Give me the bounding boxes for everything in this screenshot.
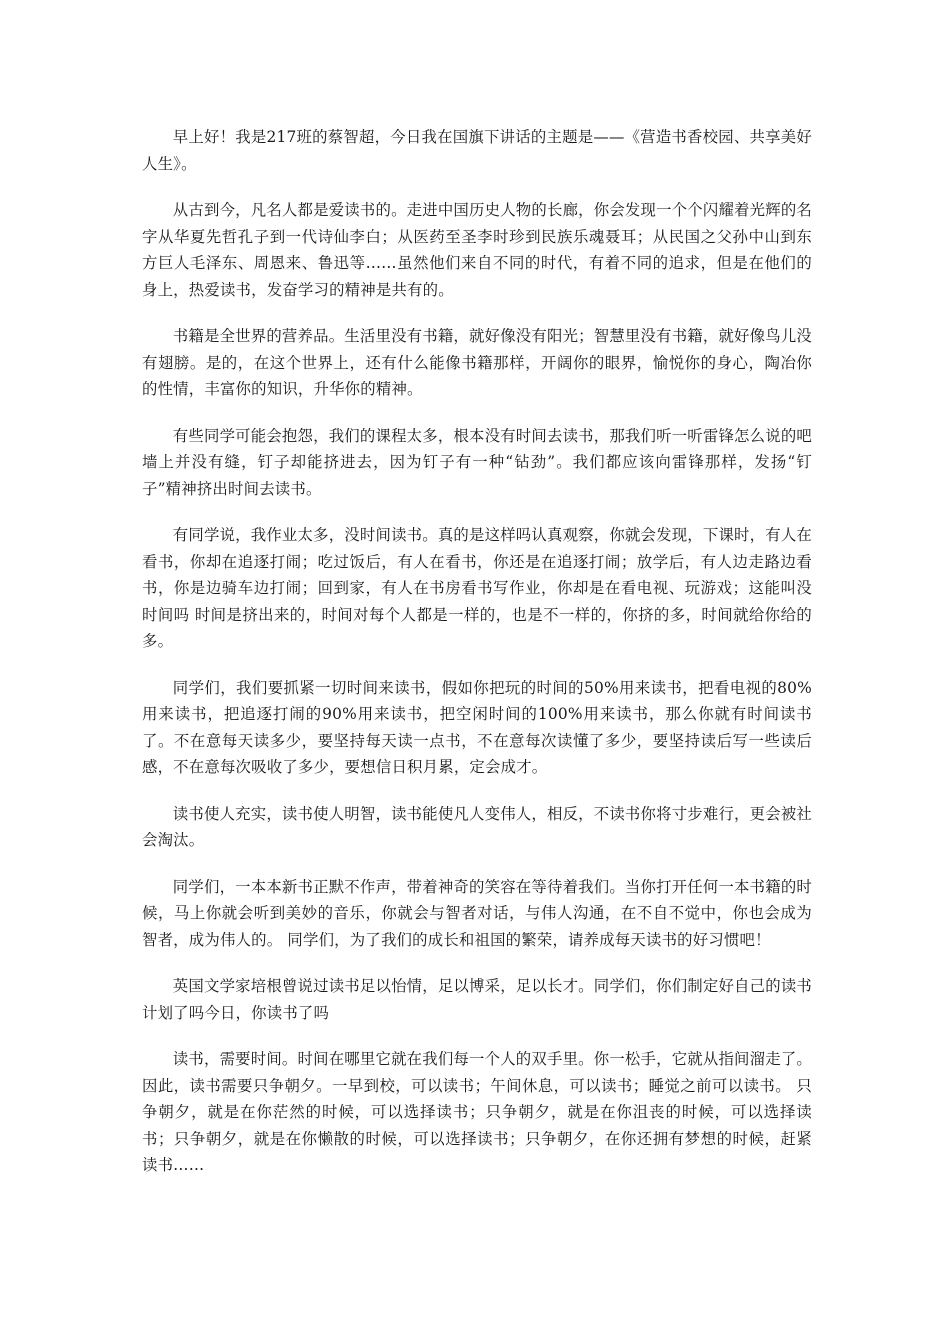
paragraph-books-nutrition: 书籍是全世界的营养品。生活里没有书籍，就好像没有阳光；智慧里没有书籍，就好像鸟儿没有翅膀。是的，在这个世界上，还有什么能像书籍那样，开阔你的眼界，愉悦你的身心，陶冶你的性情，丰富你的知识，升华你的精神。 xyxy=(142,327,813,398)
paragraph-greeting: 早上好！我是217班的蔡智超，今日我在国旗下讲话的主题是——《营造书香校园、共享美好人生》。 xyxy=(142,128,812,173)
paragraph-reading-benefits: 读书使人充实，读书使人明智，读书能使凡人变伟人，相反，不读书你将寸步难行，更会被社会淘汰。 xyxy=(142,804,813,849)
paragraph-use-time: 同学们，我们要抓紧一切时间来读书，假如你把玩的时间的50%用来读书，把看电视的80%用来读书，把追逐打闹的90%用来读书，把空闲时间的100%用来读书，那么你就有时间读书了。不在意每天读多少，要坚持每天读一点书，不在意每次读懂了多少，要坚持读后写一些读后感，不在意每次吸收了多少，要想信日积月累，定会成才。 xyxy=(142,678,812,776)
paragraph-famous-readers: 从古到今，凡名人都是爱读书的。走进中国历史人物的长廊，你会发现一个个闪耀着光辉的名字从华夏先哲孔子到一代诗仙李白；从医药至圣李时珍到民族乐魂聂耳；从民国之父孙中山到东方巨人毛泽东、周恩来、鲁迅等……虽然他们来自不同的时代，有着不同的追求，但是在他们的身上，热爱读书，发奋学习的精神是共有的。 xyxy=(142,201,813,299)
paragraph-new-books: 同学们，一本本新书正默不作声，带着神奇的笑容在等待着我们。当你打开任何一本书籍的时候，马上你就会听到美妙的音乐，你就会与智者对话，与伟人沟通，在不自不觉中，你也会成为智者，成为伟人的。 同学们，为了我们的成长和祖国的繁荣，请养成每天读书的好习惯吧！ xyxy=(142,877,813,949)
paragraph-nail-spirit: 有些同学可能会抱怨，我们的课程太多，根本没有时间去读书，那我们听一听雷锋怎么说的吧墙上并没有缝，钉子却能挤进去，因为钉子有一种“钻劲”。我们都应该向雷锋那样，发扬“钉子”精神挤出时间去读书。 xyxy=(142,426,813,498)
paragraph-no-time: 有同学说，我作业太多，没时间读书。真的是这样吗认真观察，你就会发现，下课时，有人在看书，你却在追逐打闹；吃过饭后，有人在看书，你还是在追逐打闹；放学后，有人边走路边看书，你是边骑车边打闹；回到家，有人在书房看书写作业，你却是在看电视、玩游戏；这能叫没时间吗 时间是挤出来的，时间对每个人都是一样的，也是不一样的，你挤的多，时间就给你给的多。 xyxy=(142,526,813,650)
paragraph-bacon-quote: 英国文学家培根曾说过读书足以怡情，足以博采，足以长才。同学们，你们制定好自己的读书计划了吗今日，你读书了吗 xyxy=(142,977,813,1022)
document-body xyxy=(142,124,812,1199)
paragraph-seize-the-day: 读书，需要时间。时间在哪里它就在我们每一个人的双手里。你一松手，它就从指间溜走了。 因此，读书需要只争朝夕。一早到校，可以读书；午间休息，可以读书；睡觉之前可以读书。 只争朝夕，就是在你茫然的时候，可以选择读书；只争朝夕，就是在你沮丧的时候，可以选择读书；只争朝夕，就是在你懒散的时候，可以选择读书；只争朝夕，在你还拥有梦想的时候，赶紧读书…… xyxy=(142,1050,813,1174)
